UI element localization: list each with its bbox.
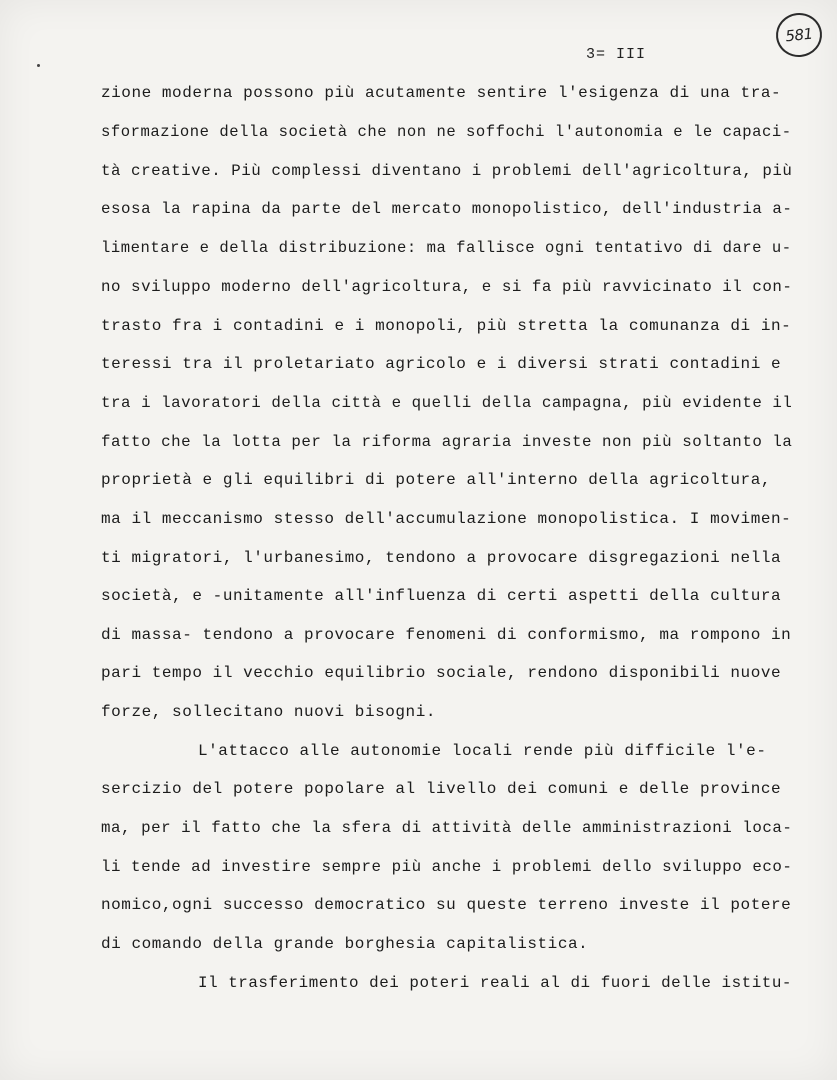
ink-speck [37, 64, 40, 67]
text-line: ti migratori, l'urbanesimo, tendono a provocare disgregazioni nella [101, 549, 782, 567]
text-line: teressi tra il proletariato agricolo e i diversi strati contadini e [101, 355, 782, 373]
paragraph-start-line: Il trasferimento dei poteri reali al di fuori delle istitu- [198, 974, 792, 992]
text-line: società, e -unitamente all'influenza di certi aspetti della cultura [101, 587, 782, 605]
text-line: di massa- tendono a provocare fenomeni di conformismo, ma rompono in [101, 626, 792, 644]
text-line: pari tempo il vecchio equilibrio sociale, rendono disponibili nuove [101, 664, 782, 682]
text-line: di comando della grande borghesia capitalistica. [101, 935, 589, 953]
text-line: li tende ad investire sempre più anche i problemi dello sviluppo eco- [101, 858, 793, 876]
text-line: nomico,ogni successo democratico su queste terreno investe il potere [101, 896, 792, 914]
text-line: ma il meccanismo stesso dell'accumulazione monopolistica. I movimen- [101, 510, 792, 528]
text-line: trasto fra i contadini e i monopoli, più stretta la comunanza di in- [101, 317, 792, 335]
text-line: tà creative. Più complessi diventano i problemi dell'agricoltura, più [101, 162, 793, 180]
archive-stamp-number: 581 [784, 24, 814, 46]
text-line: ma, per il fatto che la sfera di attività delle amministrazioni loca- [101, 819, 793, 837]
text-line: sercizio del potere popolare al livello dei comuni e delle province [101, 780, 782, 798]
text-line: fatto che la lotta per la riforma agraria investe non più soltanto la [101, 433, 793, 451]
page-number: 3= III [586, 46, 647, 63]
text-line: esosa la rapina da parte del mercato monopolistico, dell'industria a- [101, 200, 793, 218]
text-line: zione moderna possono più acutamente sentire l'esigenza di una tra- [101, 84, 782, 102]
archive-stamp [774, 11, 824, 60]
text-line: sformazione della società che non ne soffochi l'autonomia e le capaci- [101, 123, 792, 141]
text-line: limentare e della distribuzione: ma fallisce ogni tentativo di dare u- [101, 239, 792, 257]
text-line: tra i lavoratori della città e quelli della campagna, più evidente il [101, 394, 793, 412]
text-line: forze, sollecitano nuovi bisogni. [101, 703, 437, 721]
text-line: proprietà e gli equilibri di potere all'interno della agricoltura, [101, 471, 772, 489]
text-line: no sviluppo moderno dell'agricoltura, e si fa più ravvicinato il con- [101, 278, 793, 296]
paragraph-start-line: L'attacco alle autonomie locali rende più difficile l'e- [198, 742, 767, 760]
